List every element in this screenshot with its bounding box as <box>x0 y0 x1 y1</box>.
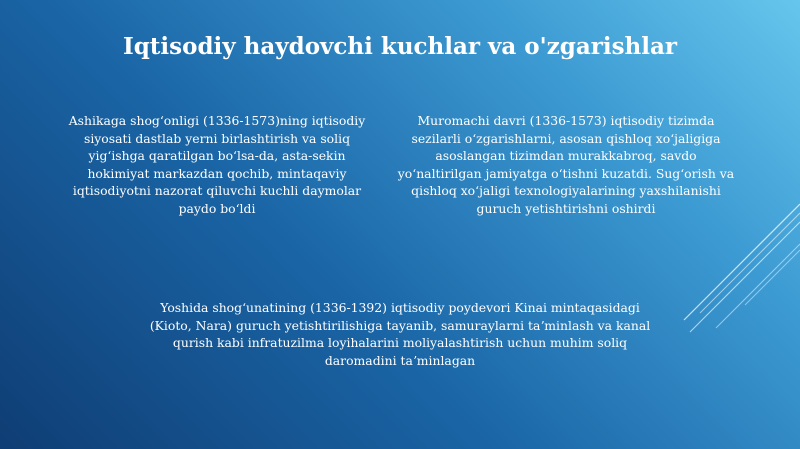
paragraph-ashikaga: Ashikaga shogʻonligi (1336-1573)ning iqtisodiy siyosati dastlab yerni birlashtirish va soliq yigʻishga qaratilgan boʻlsa-da, asta-sekin hokimiyat markazdan qochib, mintaqaviy iqtisodiyotni nazorat qiluvchi kuchli daymolar paydo boʻldi <box>68 113 366 216</box>
slide-title: Iqtisodiy haydovchi kuchlar va o'zgarishlar <box>122 33 678 60</box>
paragraph-yoshida: Yoshida shogʻunatining (1336-1392) iqtisodiy poydevori Kinai mintaqasidagi (Kioto, Nara) guruch yetishtirilishiga tayanib, samuraylarni taʼminlash va kanal qurish kabi infratuzilma loyihalarini moliyalashtirish uchun muhim soliq daromadini taʼminlagan <box>149 300 651 368</box>
paragraph-muromachi: Muromachi davri (1336-1573) iqtisodiy tizimda sezilarli oʻzgarishlarni, asosan qishloq xoʻjaligiga asoslangan tizimdan murakkabroq, savdo yoʻnaltirilgan jamiyatga oʻtishni kuzatdi. Sugʻorish va qishloq xoʻjaligi texnologiyalarining yaxshilanishi guruch yetishtirishni oshirdi <box>397 113 735 216</box>
